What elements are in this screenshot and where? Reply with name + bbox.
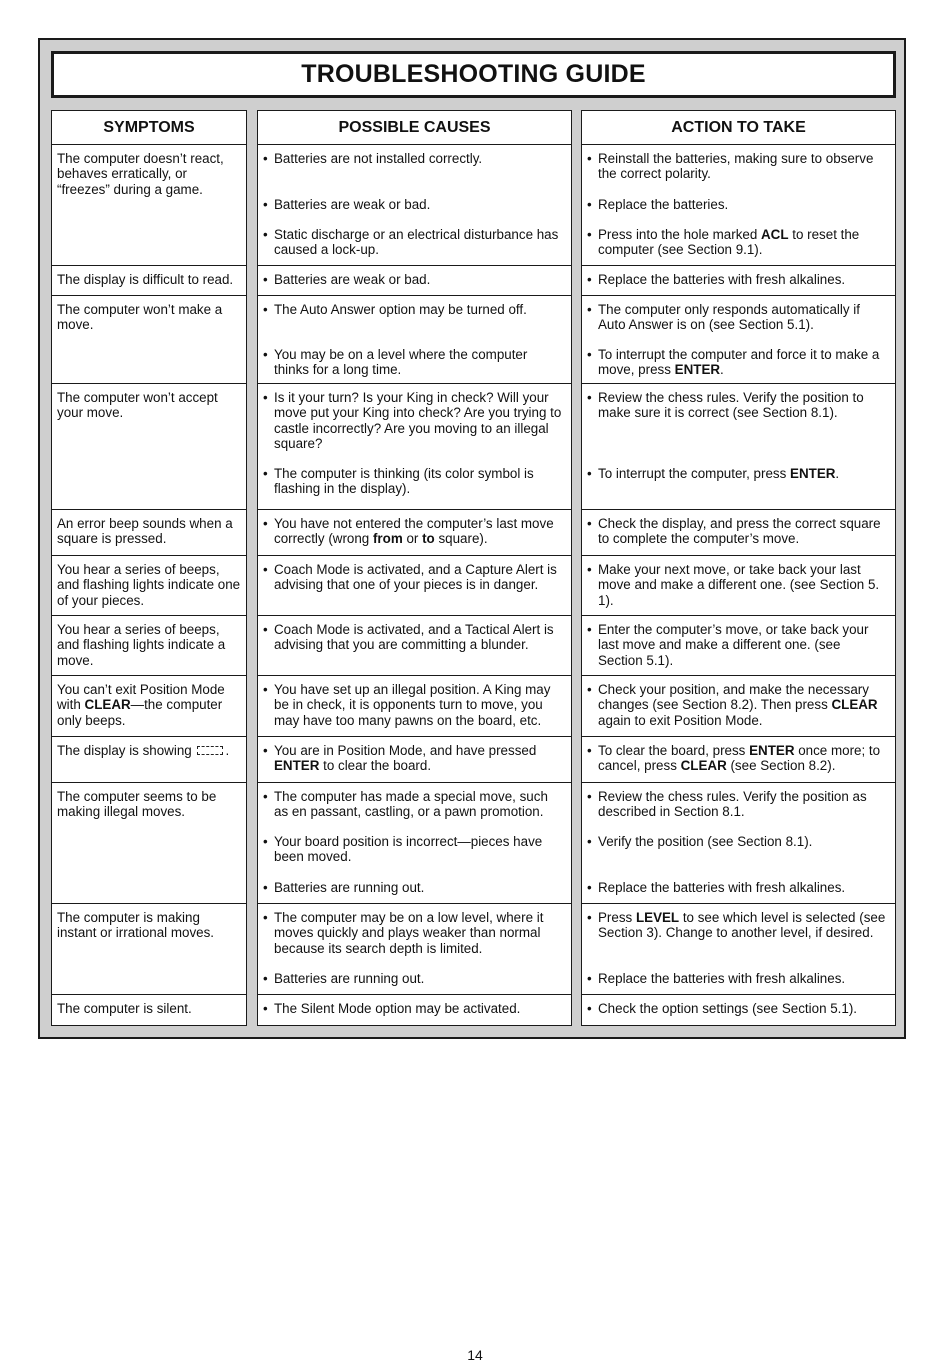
text-segment: You have not entered the computer’s last move correctly (wrong	[274, 516, 554, 547]
bullet: •	[587, 466, 592, 481]
cause-item	[263, 622, 563, 653]
cause-item	[263, 227, 563, 258]
text-segment: You have set up an illegal position. A King may be in check, it is opponents turn to move, you may have too many pawns on the board, etc.	[274, 682, 551, 728]
action-text	[598, 622, 887, 668]
text-segment: The computer won’t make a move.	[57, 302, 223, 333]
text-segment: Check the display, and press the correct square to complete the computer’s move.	[598, 516, 881, 547]
symptom-text	[57, 1001, 241, 1016]
text-segment: to clear the board.	[319, 758, 432, 774]
bullet: •	[587, 622, 592, 637]
table-row	[52, 783, 246, 904]
table-row	[258, 384, 571, 510]
table-row	[582, 266, 895, 296]
cause-item	[263, 743, 563, 774]
text-segment: Check the option settings (see Section 5.1).	[598, 1001, 858, 1016]
text-segment: To interrupt the computer, press	[598, 466, 791, 481]
key-name: LEVEL	[635, 910, 680, 925]
text-segment: You are in Position Mode, and have pressed	[274, 743, 537, 758]
key-name: CLEAR	[680, 758, 727, 774]
text-segment: The computer is thinking (its color symbol is flashing in the display).	[274, 466, 534, 497]
text-segment: You hear a series of beeps, and flashing lights indicate one of your pieces.	[57, 562, 241, 608]
action-text	[598, 743, 887, 774]
action-item	[587, 227, 887, 258]
bullet: •	[263, 682, 268, 697]
table-row	[582, 296, 895, 384]
table-row	[258, 676, 571, 737]
symptoms-column	[51, 110, 247, 1026]
action-item	[587, 390, 887, 421]
action-text	[598, 227, 887, 258]
text-segment: The display is showing	[57, 743, 196, 758]
cause-text	[274, 1001, 563, 1016]
text-segment: Check your position, and make the necessary changes (see Section 8.2). Then press	[598, 682, 869, 713]
cause-item	[263, 516, 563, 547]
table-row	[582, 995, 895, 1025]
cause-text	[274, 834, 563, 865]
cause-item	[263, 272, 563, 287]
action-text	[598, 272, 887, 287]
cause-text	[274, 302, 563, 317]
bullet: •	[587, 390, 592, 405]
cause-item	[263, 682, 563, 728]
action-text	[598, 466, 887, 481]
text-segment: Replace the batteries with fresh alkalines.	[598, 971, 846, 986]
cause-item	[263, 971, 563, 986]
key-name: ENTER	[790, 466, 836, 481]
page-title: TROUBLESHOOTING GUIDE	[51, 51, 896, 98]
action-item	[587, 1001, 887, 1016]
bullet: •	[263, 516, 268, 531]
bullet: •	[587, 834, 592, 849]
bullet: •	[263, 971, 268, 986]
action-item	[587, 789, 887, 820]
text-segment: The Silent Mode option may be activated.	[274, 1001, 521, 1016]
text-segment: to see which level is selected (see Section 3). Change to another level, if desired.	[598, 910, 886, 941]
bullet: •	[263, 743, 268, 758]
bullet: •	[263, 347, 268, 362]
key-name: ACL	[761, 227, 789, 242]
text-segment: The computer is making instant or irrational moves.	[57, 910, 215, 941]
table-row	[52, 616, 246, 676]
text-segment: The display is difficult to read.	[57, 272, 234, 287]
cause-text	[274, 622, 563, 653]
action-item	[587, 682, 887, 728]
text-segment: Your board position is incorrect—pieces have been moved.	[274, 834, 543, 865]
bullet: •	[263, 789, 268, 804]
cause-text	[274, 466, 563, 497]
table-row	[52, 510, 246, 556]
table-row	[52, 384, 246, 510]
text-segment: You can’t exit Position Mode with	[57, 682, 225, 713]
bullet: •	[263, 834, 268, 849]
cause-text	[274, 272, 563, 287]
table-row	[258, 904, 571, 995]
bullet: •	[587, 971, 592, 986]
action-item	[587, 743, 887, 774]
cause-item	[263, 390, 563, 451]
table-row	[258, 296, 571, 384]
action-item	[587, 622, 887, 668]
table-row	[258, 783, 571, 904]
action-text	[598, 682, 887, 728]
table-row	[258, 145, 571, 266]
bullet: •	[587, 227, 592, 242]
table-row	[258, 556, 571, 616]
text-segment: Coach Mode is activated, and a Tactical Alert is advising that you are committing a blunder.	[274, 622, 554, 653]
table-row	[582, 384, 895, 510]
actions-column	[581, 110, 896, 1026]
text-segment: Batteries are running out.	[274, 971, 425, 986]
text-segment: The computer is silent.	[57, 1001, 192, 1016]
text-segment: The computer doesn’t react, behaves erratically, or “freezes” during a game.	[57, 151, 224, 197]
text-segment: .	[720, 362, 724, 378]
table-row	[582, 145, 895, 266]
table-row	[582, 556, 895, 616]
text-segment: .	[225, 743, 230, 758]
action-item	[587, 834, 887, 849]
bullet: •	[587, 151, 592, 166]
table-row	[582, 510, 895, 556]
action-item	[587, 466, 887, 481]
cause-text	[274, 880, 563, 895]
text-segment: Batteries are weak or bad.	[274, 197, 431, 212]
action-item	[587, 910, 887, 941]
cause-item	[263, 466, 563, 497]
cause-item	[263, 151, 563, 166]
symptom-text	[57, 562, 241, 608]
action-text	[598, 880, 887, 895]
bullet: •	[587, 272, 592, 287]
symptom-text	[57, 910, 241, 941]
text-segment: —the computer only beeps.	[57, 697, 223, 728]
key-name: ENTER	[749, 743, 795, 758]
table-row	[258, 737, 571, 783]
key-name: ENTER	[674, 362, 721, 378]
text-segment: .	[835, 466, 840, 481]
bullet: •	[263, 151, 268, 166]
text-segment: The Auto Answer option may be turned off.	[274, 302, 527, 317]
cause-item	[263, 562, 563, 593]
cause-text	[274, 682, 563, 728]
table-row	[52, 296, 246, 384]
table-row	[52, 737, 246, 783]
bullet: •	[263, 302, 268, 317]
text-segment: The computer may be on a low level, where it moves quickly and plays weaker than normal because its search depth is limited.	[274, 910, 544, 956]
action-text	[598, 789, 887, 820]
cause-text	[274, 910, 563, 956]
text-segment: Press into the hole marked	[598, 227, 762, 242]
cause-item	[263, 1001, 563, 1016]
action-item	[587, 880, 887, 895]
text-segment: (see Section 8.2).	[726, 758, 836, 774]
table-row	[582, 676, 895, 737]
action-item	[587, 347, 887, 378]
text-segment: You hear a series of beeps, and flashing lights indicate a move.	[57, 622, 226, 668]
text-segment: again to exit Position Mode.	[598, 712, 763, 728]
key-name: ENTER	[274, 758, 320, 774]
bullet: •	[263, 390, 268, 405]
action-text	[598, 302, 887, 333]
cause-text	[274, 743, 563, 774]
cause-item	[263, 302, 563, 317]
cause-item	[263, 347, 563, 378]
action-text	[598, 971, 887, 986]
bullet: •	[587, 302, 592, 317]
text-segment: You may be on a level where the computer thinks for a long time.	[274, 347, 528, 378]
action-item	[587, 272, 887, 287]
table-row	[582, 737, 895, 783]
bullet: •	[587, 562, 592, 577]
action-text	[598, 516, 887, 547]
text-segment: square).	[434, 531, 488, 547]
bullet: •	[587, 197, 592, 212]
table-row	[52, 556, 246, 616]
cause-text	[274, 347, 563, 378]
text-segment: Batteries are running out.	[274, 880, 425, 895]
action-text	[598, 197, 887, 212]
bullet: •	[587, 1001, 592, 1016]
table-row	[258, 510, 571, 556]
causes-header: POSSIBLE CAUSES	[258, 111, 571, 145]
text-segment: Is it your turn? Is your King in check? Will your move put your King into check? Are you trying to castle incorrectly? Are you moving to an illegal square?	[274, 390, 562, 451]
cause-text	[274, 789, 563, 820]
text-segment: Replace the batteries with fresh alkalines.	[598, 880, 846, 895]
text-segment: Press	[598, 910, 636, 925]
action-item	[587, 197, 887, 212]
bullet: •	[263, 466, 268, 481]
bullet: •	[263, 197, 268, 212]
lcd-blank-board-icon	[197, 746, 223, 755]
text-segment: An error beep sounds when a square is pressed.	[57, 516, 233, 547]
cause-item	[263, 880, 563, 895]
bullet: •	[587, 743, 592, 758]
text-segment: Review the chess rules. Verify the position as described in Section 8.1.	[598, 789, 867, 820]
cause-item	[263, 197, 563, 212]
table-row	[582, 616, 895, 676]
action-text	[598, 1001, 887, 1016]
text-segment: The computer has made a special move, such as en passant, castling, or a pawn promotion.	[274, 789, 548, 820]
text-segment: Make your next move, or take back your last move and make a different one. (see Section 5. 1).	[598, 562, 880, 608]
action-item	[587, 971, 887, 986]
key-name: CLEAR	[831, 697, 878, 713]
symptom-text	[57, 302, 241, 333]
bullet: •	[587, 682, 592, 697]
action-text	[598, 390, 887, 421]
bullet: •	[587, 880, 592, 895]
page-number: 14	[467, 1347, 483, 1363]
table-row	[258, 616, 571, 676]
text-segment: Replace the batteries.	[598, 197, 729, 212]
text-segment: The computer only responds automatically if Auto Answer is on (see Section 5.1).	[598, 302, 860, 333]
text-segment: To interrupt the computer and force it to make a move, press	[598, 347, 880, 378]
text-segment: Verify the position (see Section 8.1).	[598, 834, 813, 849]
bullet: •	[263, 910, 268, 925]
bullet: •	[263, 622, 268, 637]
text-segment: The computer won’t accept your move.	[57, 390, 218, 421]
actions-header: ACTION TO TAKE	[582, 111, 895, 145]
symptom-text	[57, 789, 241, 820]
text-segment: Replace the batteries with fresh alkalines.	[598, 272, 846, 287]
text-segment: Coach Mode is activated, and a Capture Alert is advising that one of your pieces is in danger.	[274, 562, 557, 593]
text-segment: to reset the computer (see Section 9.1).	[598, 227, 860, 258]
symptom-text	[57, 390, 241, 421]
text-segment: To clear the board, press	[598, 743, 750, 758]
bullet: •	[587, 347, 592, 362]
action-text	[598, 910, 887, 941]
symptom-text	[57, 272, 241, 287]
cause-text	[274, 151, 563, 166]
cause-text	[274, 390, 563, 451]
symptom-text	[57, 743, 241, 758]
bullet: •	[263, 562, 268, 577]
table-row	[52, 904, 246, 995]
key-name: CLEAR	[84, 697, 131, 713]
action-text	[598, 151, 887, 182]
action-text	[598, 834, 887, 849]
bullet: •	[587, 516, 592, 531]
cause-text	[274, 971, 563, 986]
action-item	[587, 302, 887, 333]
cause-item	[263, 789, 563, 820]
text-segment: The computer seems to be making illegal moves.	[57, 789, 217, 820]
key-name: from	[372, 531, 403, 547]
table-row	[52, 266, 246, 296]
text-segment: Batteries are not installed correctly.	[274, 151, 483, 166]
text-segment: Enter the computer’s move, or take back your last move and make a different one. (see Section 5.1).	[598, 622, 869, 668]
bullet: •	[587, 789, 592, 804]
action-text	[598, 562, 887, 608]
text-segment: or	[402, 531, 423, 547]
table-row	[582, 904, 895, 995]
cause-text	[274, 197, 563, 212]
bullet: •	[263, 880, 268, 895]
bullet: •	[263, 1001, 268, 1016]
causes-column	[257, 110, 572, 1026]
table-row	[52, 145, 246, 266]
symptom-text	[57, 151, 241, 197]
table-row	[52, 995, 246, 1025]
text-segment: Reinstall the batteries, making sure to observe the correct polarity.	[598, 151, 874, 182]
table-row	[52, 676, 246, 737]
bullet: •	[587, 910, 592, 925]
table-row	[582, 783, 895, 904]
cause-text	[274, 562, 563, 593]
cause-text	[274, 516, 563, 547]
cause-item	[263, 910, 563, 956]
table-row	[258, 266, 571, 296]
action-item	[587, 562, 887, 608]
symptom-text	[57, 682, 241, 728]
bullet: •	[263, 272, 268, 287]
cause-text	[274, 227, 563, 258]
action-text	[598, 347, 887, 378]
text-segment: Static discharge or an electrical disturbance has caused a lock-up.	[274, 227, 559, 258]
action-item	[587, 151, 887, 182]
symptom-text	[57, 516, 241, 547]
symptom-text	[57, 622, 241, 668]
cause-item	[263, 834, 563, 865]
text-segment: Batteries are weak or bad.	[274, 272, 431, 287]
bullet: •	[263, 227, 268, 242]
symptoms-header: SYMPTOMS	[52, 111, 246, 145]
text-segment: Review the chess rules. Verify the position to make sure it is correct (see Section 8.1).	[598, 390, 864, 421]
action-item	[587, 516, 887, 547]
text-segment: once more; to cancel, press	[598, 743, 881, 774]
table-row	[258, 995, 571, 1025]
key-name: to	[422, 531, 435, 547]
